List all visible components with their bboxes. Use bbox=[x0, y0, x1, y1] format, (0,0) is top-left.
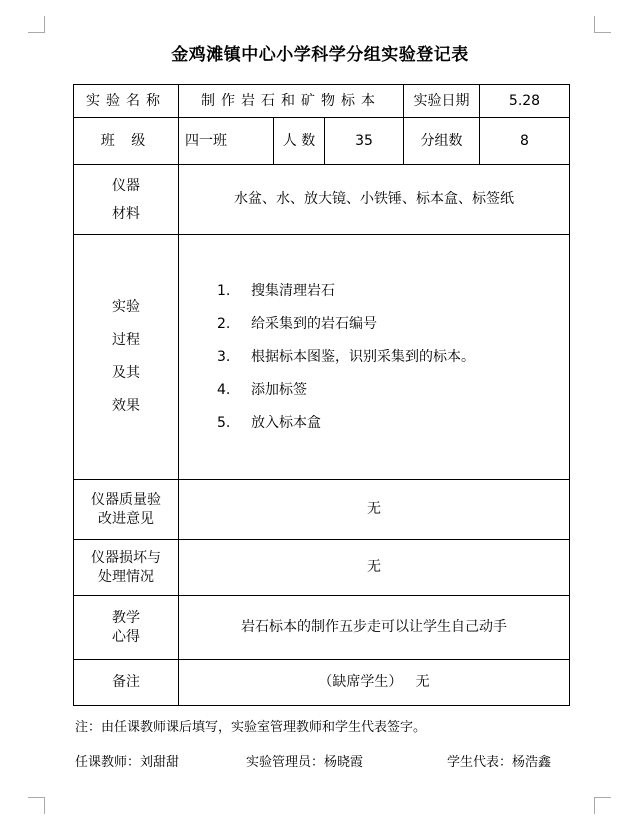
date-value: 5.28 bbox=[480, 85, 570, 118]
process-steps-cell bbox=[179, 235, 570, 480]
quality-label-line-2: 改进意见 bbox=[98, 510, 154, 527]
step-number: 2. bbox=[217, 315, 231, 332]
row-process bbox=[74, 235, 570, 480]
footnote: 注：由任课教师课后填写，实验室管理教师和学生代表签字。 bbox=[75, 720, 427, 735]
groups-label: 分组数 bbox=[404, 118, 480, 165]
step-text: 添加标签 bbox=[251, 381, 307, 398]
materials-value: 水盆、水、放大镜、小铁锤、标本盒、标签纸 bbox=[179, 165, 570, 235]
crop-mark-bottom-left bbox=[28, 797, 45, 814]
experiment-name-value: 制作岩石和矿物标本 bbox=[179, 85, 404, 118]
process-steps-list bbox=[179, 275, 569, 440]
teaching-label-line-1: 教学 bbox=[112, 609, 140, 626]
process-label-line-1: 实验 bbox=[112, 299, 140, 315]
step-number: 4. bbox=[217, 381, 231, 398]
step-text: 给采集到的岩石编号 bbox=[251, 315, 377, 332]
step-number: 1. bbox=[217, 282, 231, 299]
step-text: 根据标本图鉴，识别采集到的标本。 bbox=[251, 348, 475, 365]
groups-value: 8 bbox=[480, 118, 570, 165]
process-step bbox=[217, 407, 569, 440]
quality-value: 无 bbox=[179, 480, 570, 540]
materials-label-line-1: 仪器 bbox=[112, 177, 140, 194]
process-step bbox=[217, 308, 569, 341]
crop-mark-bottom-right bbox=[594, 797, 611, 814]
step-number: 3. bbox=[217, 348, 231, 365]
student-rep-signature: 学生代表：杨浩鑫 bbox=[447, 755, 552, 770]
row-materials bbox=[74, 165, 570, 235]
class-label: 班 级 bbox=[74, 118, 179, 165]
crop-mark-top-left bbox=[28, 16, 45, 33]
row-experiment-name bbox=[74, 85, 570, 118]
teacher-signature: 任课教师：刘甜甜 bbox=[75, 755, 180, 770]
row-remarks bbox=[74, 660, 570, 706]
materials-label bbox=[74, 165, 179, 235]
damage-label bbox=[74, 540, 179, 596]
teaching-value: 岩石标本的制作五步走可以让学生自己动手 bbox=[179, 596, 570, 660]
process-step bbox=[217, 374, 569, 407]
people-value: 35 bbox=[325, 118, 404, 165]
damage-label-line-2: 处理情况 bbox=[98, 568, 154, 585]
people-label: 人 数 bbox=[274, 118, 325, 165]
process-label-line-3: 及其 bbox=[112, 365, 140, 381]
materials-label-line-2: 材料 bbox=[112, 205, 140, 222]
crop-mark-top-right bbox=[594, 16, 611, 33]
date-label: 实验日期 bbox=[404, 85, 480, 118]
process-label-line-4: 效果 bbox=[112, 398, 140, 414]
experiment-name-label: 实验名称 bbox=[74, 85, 179, 118]
process-step bbox=[217, 275, 569, 308]
quality-label-line-1: 仪器质量验 bbox=[91, 491, 161, 508]
step-text: 搜集清理岩石 bbox=[251, 282, 335, 299]
row-teaching bbox=[74, 596, 570, 660]
teaching-label-line-2: 心得 bbox=[112, 628, 140, 645]
quality-label bbox=[74, 480, 179, 540]
row-class-info bbox=[74, 118, 570, 165]
process-step bbox=[217, 341, 569, 374]
teaching-label bbox=[74, 596, 179, 660]
process-label bbox=[74, 235, 179, 480]
remarks-label: 备注 bbox=[74, 660, 179, 706]
row-quality bbox=[74, 480, 570, 540]
step-number: 5. bbox=[217, 414, 231, 431]
class-value: 四一班 bbox=[179, 118, 274, 165]
step-text: 放入标本盒 bbox=[251, 414, 321, 431]
damage-label-line-1: 仪器损坏与 bbox=[91, 549, 161, 566]
process-label-line-2: 过程 bbox=[112, 332, 140, 348]
document-title: 金鸡滩镇中心小学科学分组实验登记表 bbox=[171, 45, 469, 65]
row-damage bbox=[74, 540, 570, 596]
remarks-value: （缺席学生） 无 bbox=[179, 660, 570, 706]
lab-manager-signature: 实验管理员：杨晓霞 bbox=[246, 755, 364, 770]
registration-form-table bbox=[73, 84, 570, 706]
damage-value: 无 bbox=[179, 540, 570, 596]
